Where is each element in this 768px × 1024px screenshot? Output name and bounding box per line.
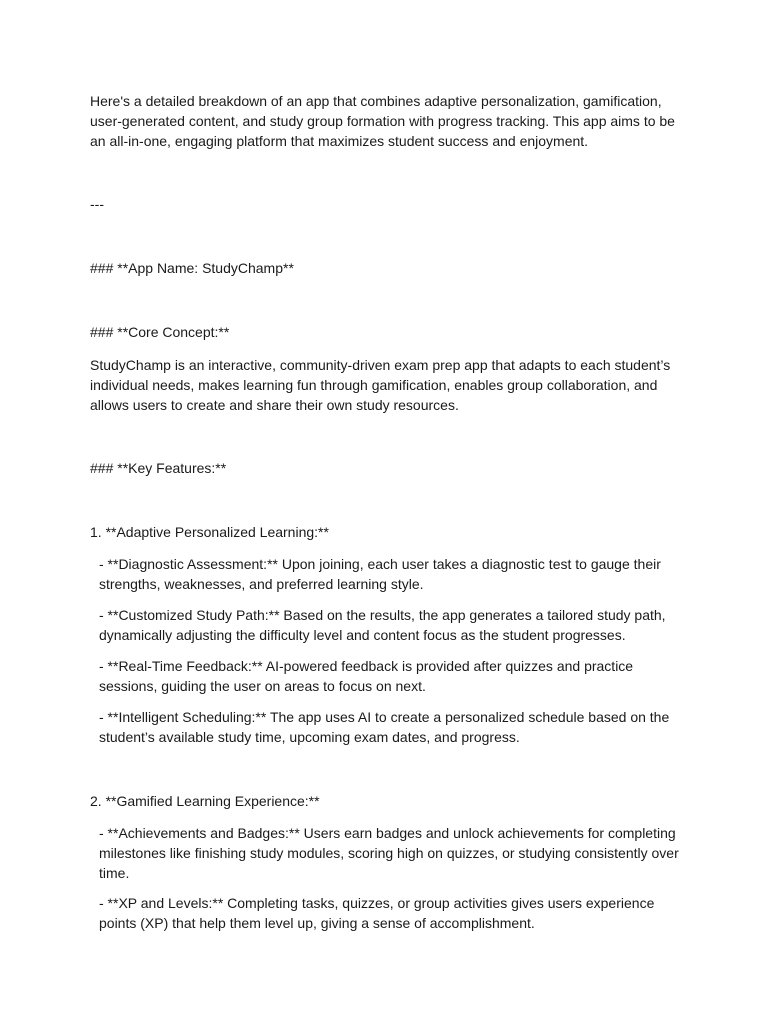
feature-1-item-diagnostic: - **Diagnostic Assessment:** Upon joining, each user takes a diagnostic test to gauge their strengths, weaknesses, and preferred learning style. [99, 556, 661, 592]
app-name-heading: ### **App Name: StudyChamp** [90, 260, 294, 276]
separator: --- [90, 196, 104, 212]
feature-2-item-achievements: - **Achievements and Badges:** Users earn badges and unlock achievements for completing milestones like finishing study modules, scoring high on quizzes, or studying consistently over time. [99, 825, 679, 881]
core-concept-paragraph: StudyChamp is an interactive, community-driven exam prep app that adapts to each student’s individual needs, makes learning fun through gamification, enables group collaboration, and allows users to create and share their own study resources. [90, 357, 671, 413]
core-concept-heading: ### **Core Concept:** [90, 324, 230, 340]
feature-1-title: 1. **Adaptive Personalized Learning:** [90, 524, 329, 540]
intro-paragraph: Here's a detailed breakdown of an app that combines adaptive personalization, gamification, user-generated content, and study group formation with progress tracking. This app aims to be an all-in-one, engaging platform that maximizes student success and enjoyment. [90, 93, 675, 149]
feature-2-title: 2. **Gamified Learning Experience:** [90, 793, 320, 809]
key-features-heading: ### **Key Features:** [90, 460, 227, 476]
feature-1-item-study-path: - **Customized Study Path:** Based on the results, the app generates a tailored study path, dynamically adjusting the difficulty level and content focus as the student progresses. [99, 607, 666, 643]
feature-1-item-feedback: - **Real-Time Feedback:** AI-powered feedback is provided after quizzes and practice sessions, guiding the user on areas to focus on next. [99, 658, 634, 694]
feature-2-item-xp: - **XP and Levels:** Completing tasks, quizzes, or group activities gives users experience points (XP) that help them level up, giving a sense of accomplishment. [99, 895, 655, 931]
feature-1-item-scheduling: - **Intelligent Scheduling:** The app uses AI to create a personalized schedule based on the student’s available study time, upcoming exam dates, and progress. [99, 709, 670, 745]
